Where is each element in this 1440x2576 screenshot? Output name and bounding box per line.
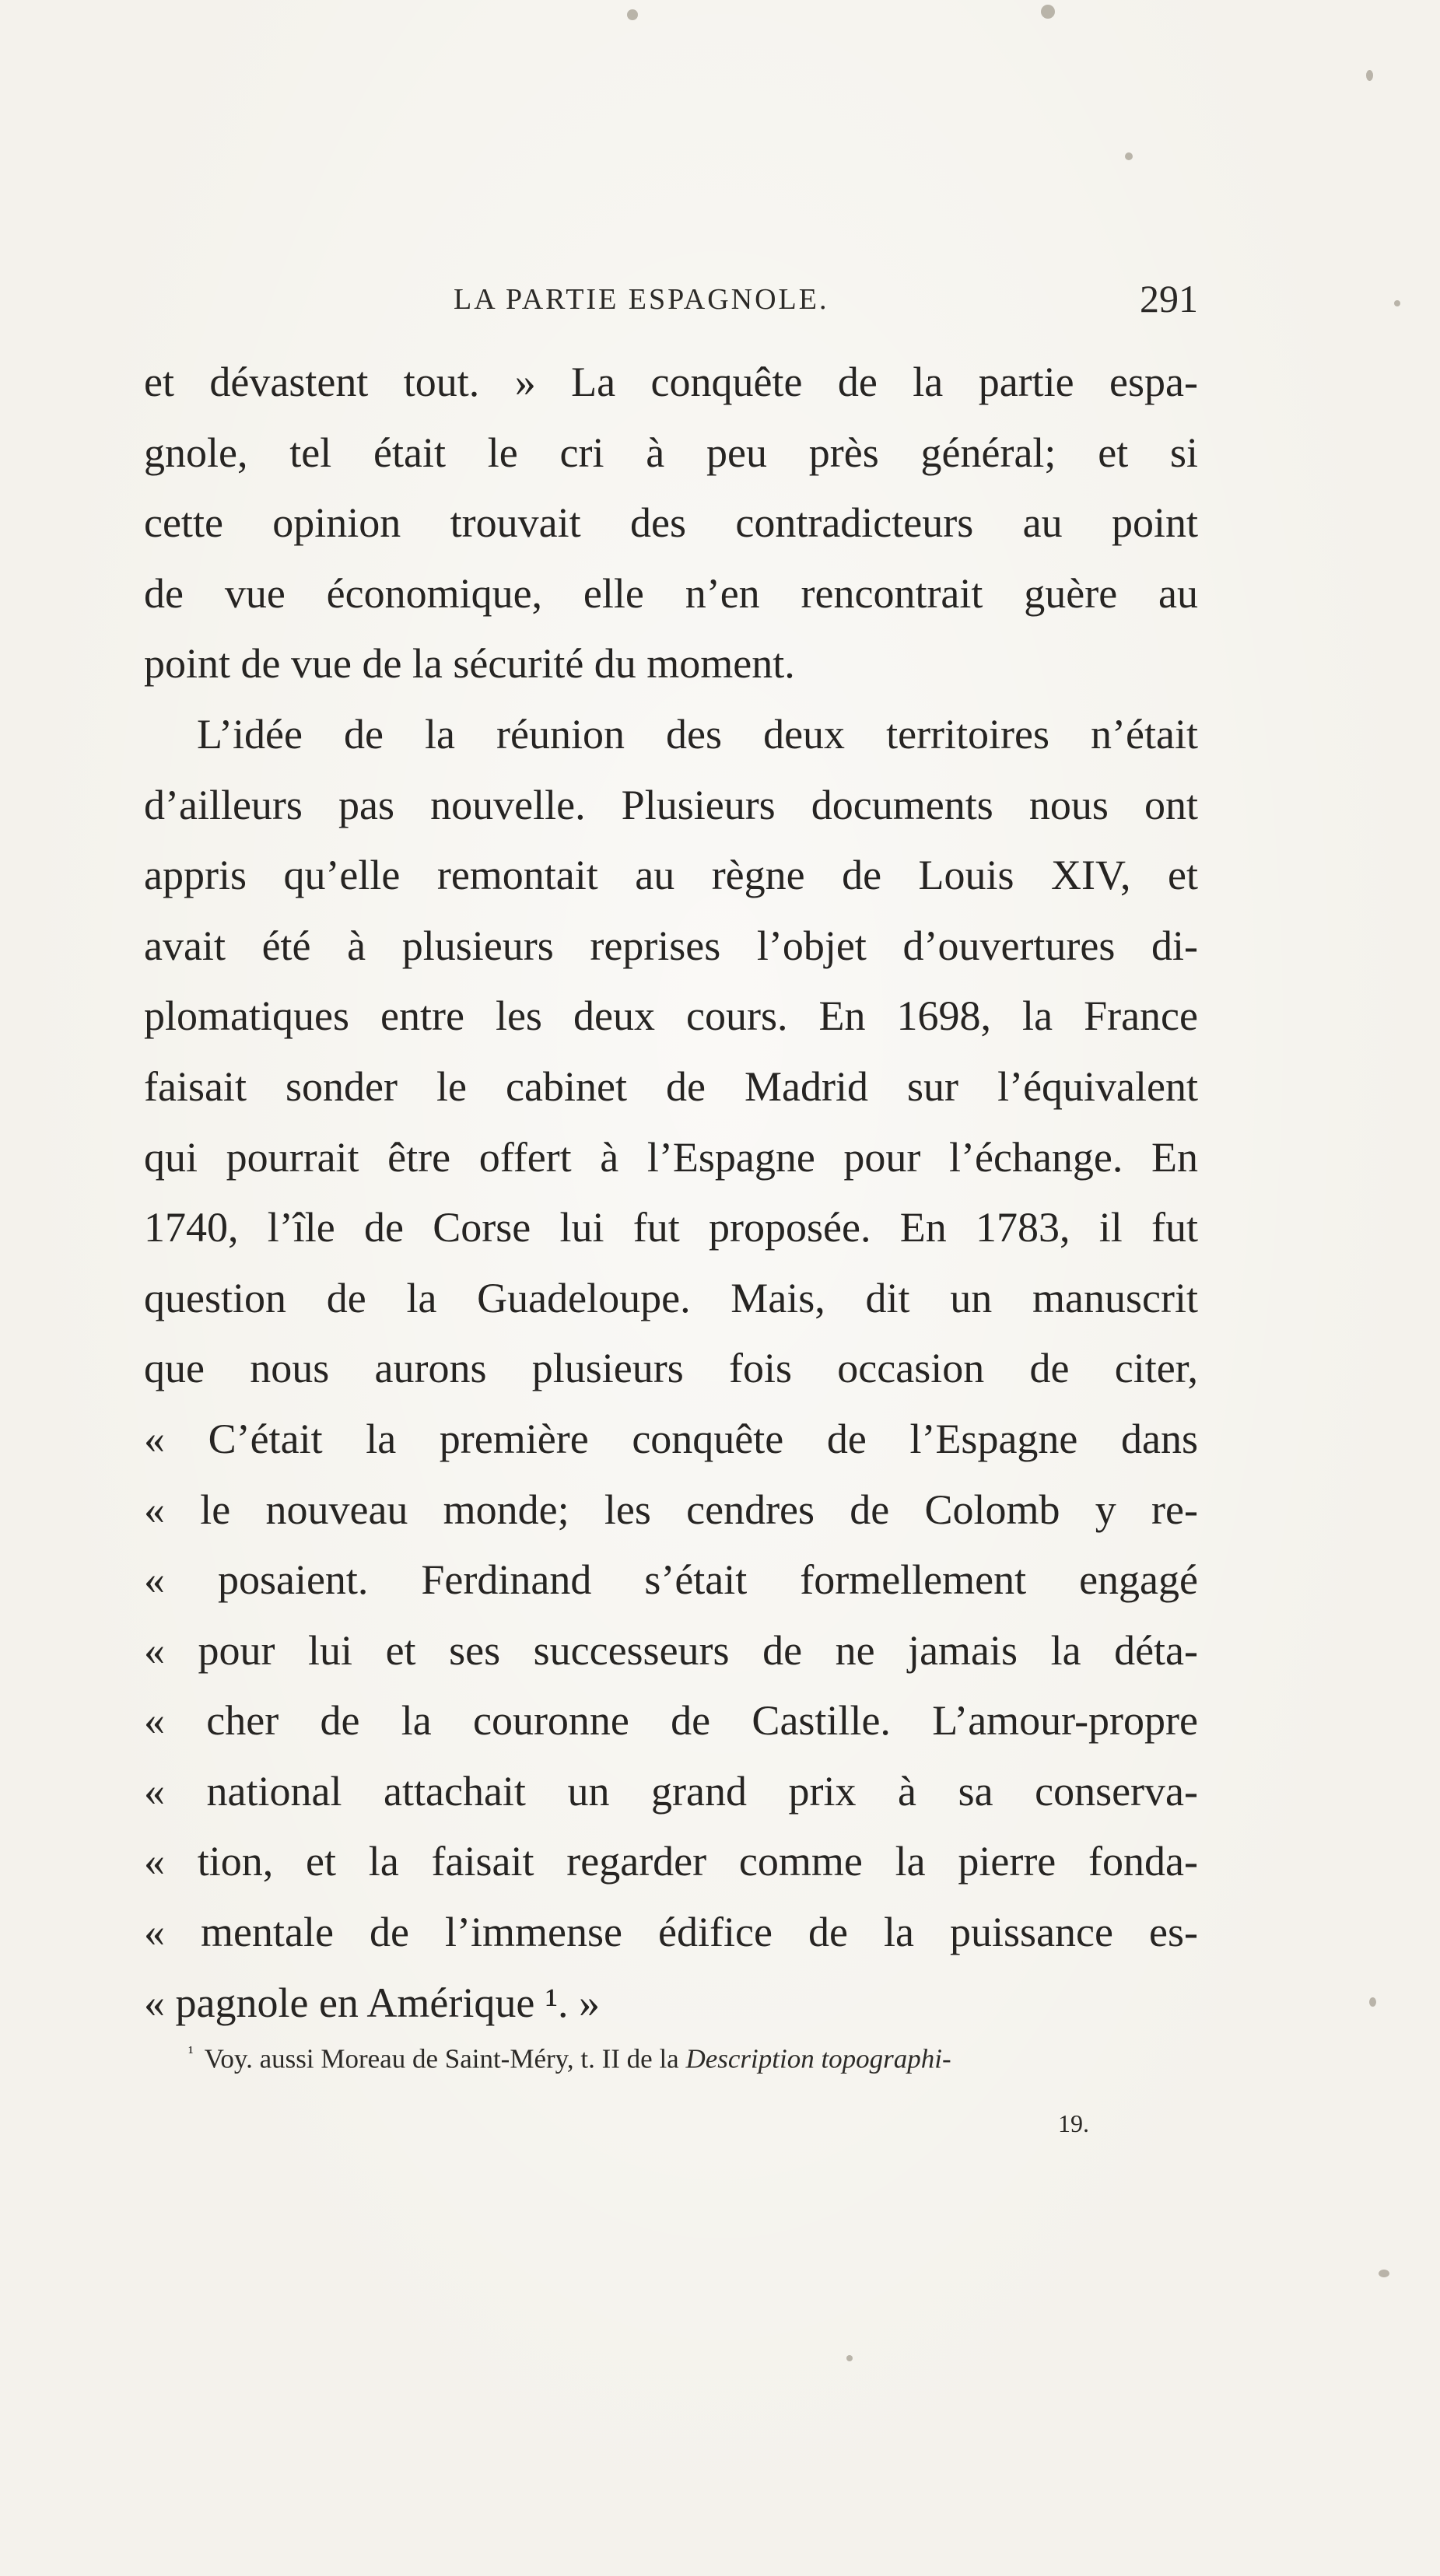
- text-line: « pour lui et ses successeurs de ne jamais la déta-: [144, 1626, 1198, 1674]
- text-line: question de la Guadeloupe. Mais, dit un manuscrit: [144, 1274, 1198, 1321]
- text-line: point de vue de la sécurité du moment.: [144, 640, 795, 688]
- footnote: [188, 2042, 1206, 2075]
- page-number: 291: [1140, 277, 1198, 320]
- text-line: « le nouveau monde; les cendres de Colomb y re-: [144, 1486, 1198, 1533]
- running-head: [144, 276, 1198, 323]
- paper-speck: [846, 2355, 853, 2361]
- text-line: « tion, et la faisait regarder comme la pierre fonda-: [144, 1838, 1198, 1885]
- paper-speck: [627, 9, 638, 20]
- text-line: avait été à plusieurs reprises l’objet d’ouvertures di-: [144, 922, 1198, 969]
- text-line: que nous aurons plusieurs fois occasion de citer,: [144, 1345, 1198, 1392]
- text-line: gnole, tel était le cri à peu près général; et si: [144, 429, 1198, 476]
- paper-speck: [1379, 2270, 1389, 2277]
- text-line: « C’était la première conquête de l’Espagne dans: [144, 1415, 1198, 1462]
- text-line: d’ailleurs pas nouvelle. Plusieurs documents nous ont: [144, 781, 1198, 828]
- text-line: « national attachait un grand prix à sa conserva-: [144, 1767, 1198, 1815]
- text-line: cette opinion trouvait des contradicteurs au point: [144, 499, 1198, 547]
- text-line: appris qu’elle remontait au règne de Louis XIV, et: [144, 852, 1198, 899]
- paper-speck: [1366, 70, 1373, 81]
- text-line: « mentale de l’immense édifice de la puissance es-: [144, 1909, 1198, 1956]
- paper-speck: [1369, 1997, 1376, 2007]
- paper-speck: [1125, 152, 1133, 160]
- signature-mark: 19.: [1058, 2109, 1089, 2137]
- text-line: et dévastent tout. » La conquête de la partie espa-: [144, 359, 1198, 405]
- text-line: plomatiques entre les deux cours. En 1698, la France: [144, 992, 1198, 1040]
- running-title: LA PARTIE ESPAGNOLE.: [454, 283, 829, 316]
- footnote-mark: ¹: [188, 2042, 194, 2062]
- text-line: « posaient. Ferdinand s’était formellement engagé: [144, 1556, 1198, 1604]
- body-text: [144, 347, 1198, 2038]
- text-line: L’idée de la réunion des deux territoires n’était: [197, 710, 1198, 758]
- paper-speck: [1041, 5, 1055, 19]
- text-line: « pagnole en Amérique ¹. »: [144, 1979, 601, 2026]
- text-line: faisait sonder le cabinet de Madrid sur l’équivalent: [144, 1062, 1198, 1110]
- text-line: qui pourrait être offert à l’Espagne pour l’échange. En: [144, 1133, 1198, 1181]
- text-line: « cher de la couronne de Castille. L’amour-propre: [144, 1697, 1198, 1745]
- text-line: 1740, l’île de Corse lui fut proposée. En 1783, il fut: [144, 1204, 1198, 1251]
- text-line: de vue économique, elle n’en rencontrait guère au: [144, 569, 1198, 617]
- paper-speck: [1394, 300, 1400, 306]
- footnote-text: Voy. aussi Moreau de Saint-Méry, t. II de la: [204, 2043, 686, 2074]
- footnote-italic-text: Description topographi-: [685, 2043, 951, 2074]
